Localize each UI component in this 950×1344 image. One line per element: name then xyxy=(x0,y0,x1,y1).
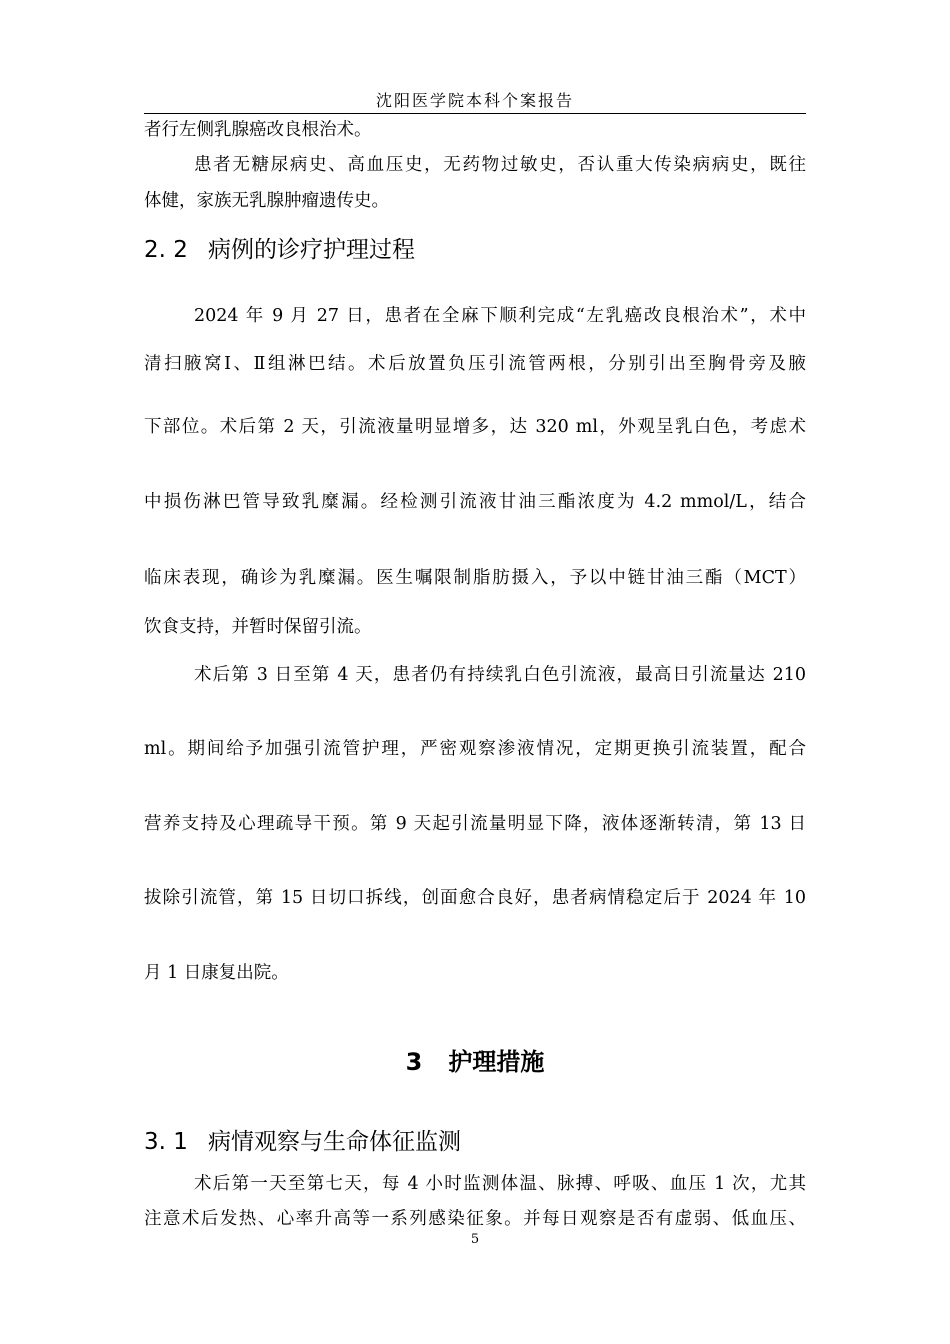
paragraph-line: 2024 年 9 月 27 日，患者在全麻下顺利完成“左乳癌改良根治术”，术中 xyxy=(194,306,806,326)
section-heading-3-1 xyxy=(144,1127,461,1157)
paragraph-line: 中损伤淋巴管导致乳糜漏。经检测引流液甘油三酯浓度为 4.2 mmol/L，结合 xyxy=(144,492,806,512)
paragraph-line: 拔除引流管，第 15 日切口拆线，创面愈合良好，患者病情稳定后于 2024 年 10 xyxy=(144,888,806,908)
paragraph-line: 注意术后发热、心率升高等一系列感染征象。并每日观察是否有虚弱、低血压、 xyxy=(144,1209,806,1229)
chapter-number: 3 xyxy=(405,1048,423,1076)
paragraph-line: 术后第一天至第七天，每 4 小时监测体温、脉搏、呼吸、血压 1 次，尤其 xyxy=(194,1174,806,1194)
paragraph-line: 清扫腋窝Ⅰ、Ⅱ组淋巴结。术后放置负压引流管两根，分别引出至胸骨旁及腋 xyxy=(144,354,806,374)
section-title: 病例的诊疗护理过程 xyxy=(208,237,415,263)
paragraph-line: 营养支持及心理疏导干预。第 9 天起引流量明显下降，液体逐渐转清，第 13 日 xyxy=(144,814,806,834)
paragraph-line: 患者无糖尿病史、高血压史，无药物过敏史，否认重大传染病病史，既往 xyxy=(194,155,806,175)
paragraph-line: 临床表现，确诊为乳糜漏。医生嘱限制脂肪摄入，予以中链甘油三酯（MCT） xyxy=(144,568,806,588)
paragraph-line: 术后第 3 日至第 4 天，患者仍有持续乳白色引流液，最高日引流量达 210 xyxy=(194,665,806,685)
section-heading-2-2 xyxy=(144,235,415,265)
page-header: 沈阳医学院本科个案报告 xyxy=(375,91,574,110)
chapter-heading-3 xyxy=(144,1046,806,1078)
paragraph-line: 月 1 日康复出院。 xyxy=(144,963,289,983)
paragraph-line: 体健，家族无乳腺肿瘤遗传史。 xyxy=(144,191,389,211)
paragraph-line: 饮食支持，并暂时保留引流。 xyxy=(144,617,372,637)
paragraph-line: ml。期间给予加强引流管护理，严密观察渗液情况，定期更换引流装置，配合 xyxy=(144,739,806,759)
section-number: 2. 2 xyxy=(144,237,188,263)
section-number: 3. 1 xyxy=(144,1129,188,1155)
section-title: 病情观察与生命体征监测 xyxy=(208,1129,461,1155)
header-rule xyxy=(144,113,806,114)
page-number: 5 xyxy=(470,1232,480,1247)
chapter-title: 护理措施 xyxy=(448,1048,545,1076)
paragraph-line: 者行左侧乳腺癌改良根治术。 xyxy=(144,120,372,140)
paragraph-line: 下部位。术后第 2 天，引流液量明显增多，达 320 ml，外观呈乳白色，考虑术 xyxy=(144,417,806,437)
